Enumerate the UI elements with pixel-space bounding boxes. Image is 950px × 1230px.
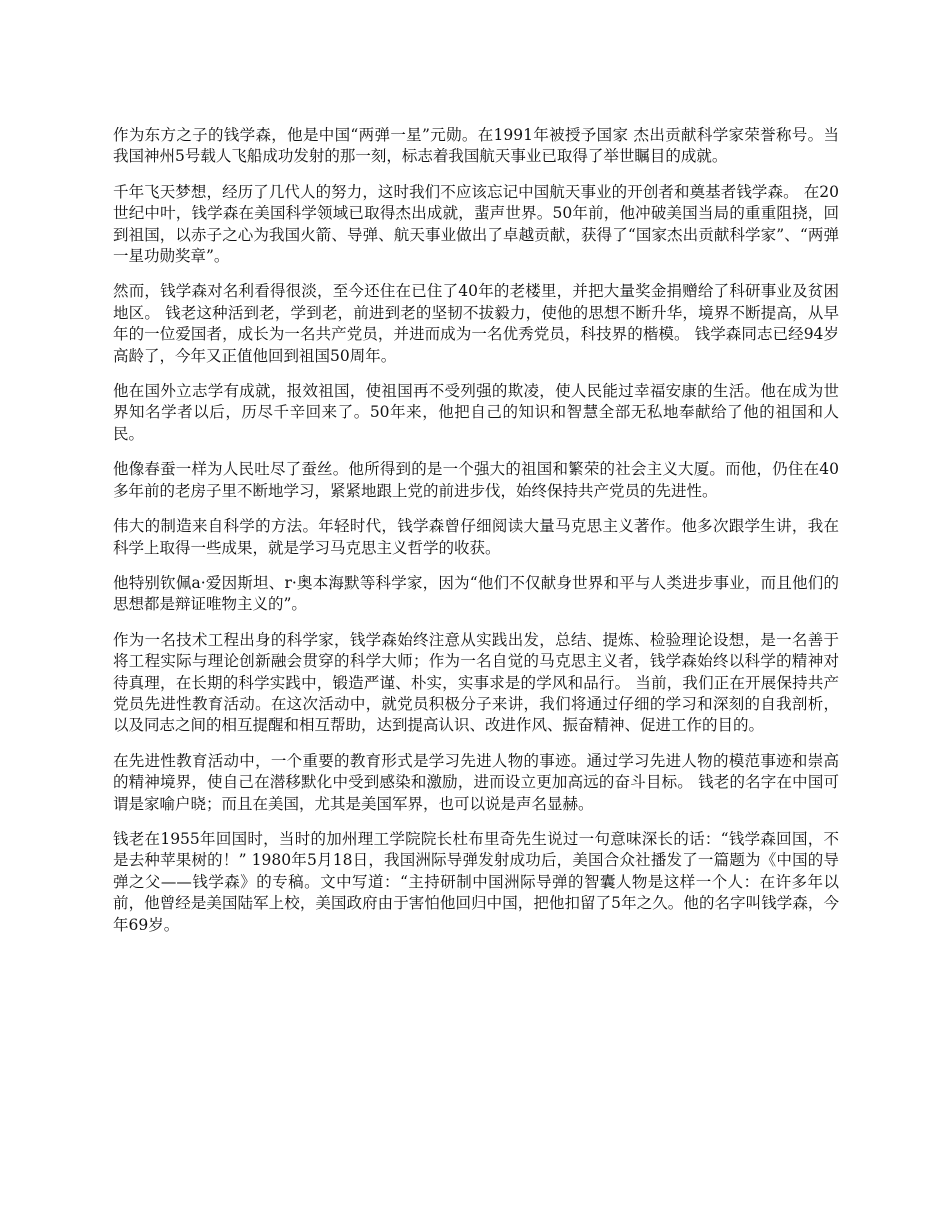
document-body [113,125,839,950]
paragraph-3: 然而，钱学森对名利看得很淡，至今还住在已住了40年的老楼里，并把大量奖金捐赠给了科研事业及贫困地区。 钱老这种活到老，学到老，前进到老的坚韧不拔毅力，使他的思想不断升华，境界不断提高，从早年的一位爱国者，成长为一名共产党员，并进而成为一名优秀党员，科技界的楷模。 钱学森同志已经94岁高龄了，今年又正值他回到祖国50周年。 [113,282,839,365]
paragraph-6: 伟大的制造来自科学的方法。年轻时代，钱学森曾仔细阅读大量马克思主义著作。他多次跟学生讲，我在科学上取得一些成果，就是学习马克思主义哲学的收获。 [113,517,839,557]
paragraph-8: 作为一名技术工程出身的科学家，钱学森始终注意从实践出发，总结、提炼、检验理论设想，是一名善于将工程实际与理论创新融会贯穿的科学大师；作为一名自觉的马克思主义者，钱学森始终以科学的精神对待真理，在长期的科学实践中，锻造严谨、朴实，实事求是的学风和品行。 当前，我们正在开展保持共产党员先进性教育活动。在这次活动中，就党员积极分子来讲，我们将通过仔细的学习和深刻的自我剖析，以及同志之间的相互提醒和相互帮助，达到提高认识、改进作风、振奋精神、促进工作的目的。 [113,630,839,735]
paragraph-4: 他在国外立志学有成就，报效祖国，使祖国再不受列强的欺凌，使人民能过幸福安康的生活。他在成为世界知名学者以后，历尽千辛回来了。50年来，他把自己的知识和智慧全部无私地奉献给了他的祖国和人民。 [113,382,839,443]
paragraph-9: 在先进性教育活动中，一个重要的教育形式是学习先进人物的事迹。通过学习先进人物的模范事迹和崇高的精神境界，使自己在潜移默化中受到感染和激励，进而设立更加高远的奋斗目标。 钱老的名字在中国可谓是家喻户晓；而且在美国，尤其是美国军界，也可以说是声名显赫。 [113,751,839,813]
paragraph-1: 作为东方之子的钱学森，他是中国“两弹一星”元勋。在1991年被授予国家 杰出贡献科学家荣誉称号。当我国神州5号载人飞船成功发射的那一刻，标志着我国航天事业已取得了举世瞩目的成就。 [113,126,839,166]
paragraph-7: 他特别钦佩a·爱因斯坦、r·奥本海默等科学家，因为“他们不仅献身世界和平与人类进步事业，而且他们的思想都是辩证唯物主义的”。 [113,573,839,614]
paragraph-2: 千年飞天梦想，经历了几代人的努力，这时我们不应该忘记中国航天事业的开创者和奠基者钱学森。 在20世纪中叶，钱学森在美国科学领域已取得杰出成就，蜚声世界。50年前，他冲破美国当局的重重阻挠，回到祖国，以赤子之心为我国火箭、导弹、航天事业做出了卓越贡献，获得了“国家杰出贡献科学家”、“两弹一星功勋奖章”。 [113,182,839,266]
paragraph-5: 他像春蚕一样为人民吐尽了蚕丝。他所得到的是一个强大的祖国和繁荣的社会主义大厦。而他，仍住在40多年前的老房子里不断地学习，紧紧地跟上党的前进步伐，始终保持共产党员的先进性。 [113,460,839,500]
paragraph-10: 钱老在1955年回国时，当时的加州理工学院院长杜布里奇先生说过一句意味深长的话：“钱学森回国，不是去种苹果树的！” 1980年5月18日，我国洲际导弹发射成功后，美国合众社播发了一篇题为《中国的导弹之父——钱学森》的专稿。文中写道：“主持研制中国洲际导弹的智囊人物是这样一个人：在许多年以前，他曾经是美国陆军上校，美国政府由于害怕他回归中国，把他扣留了5年之久。他的名字叫钱学森，今年69岁。 [113,829,839,934]
